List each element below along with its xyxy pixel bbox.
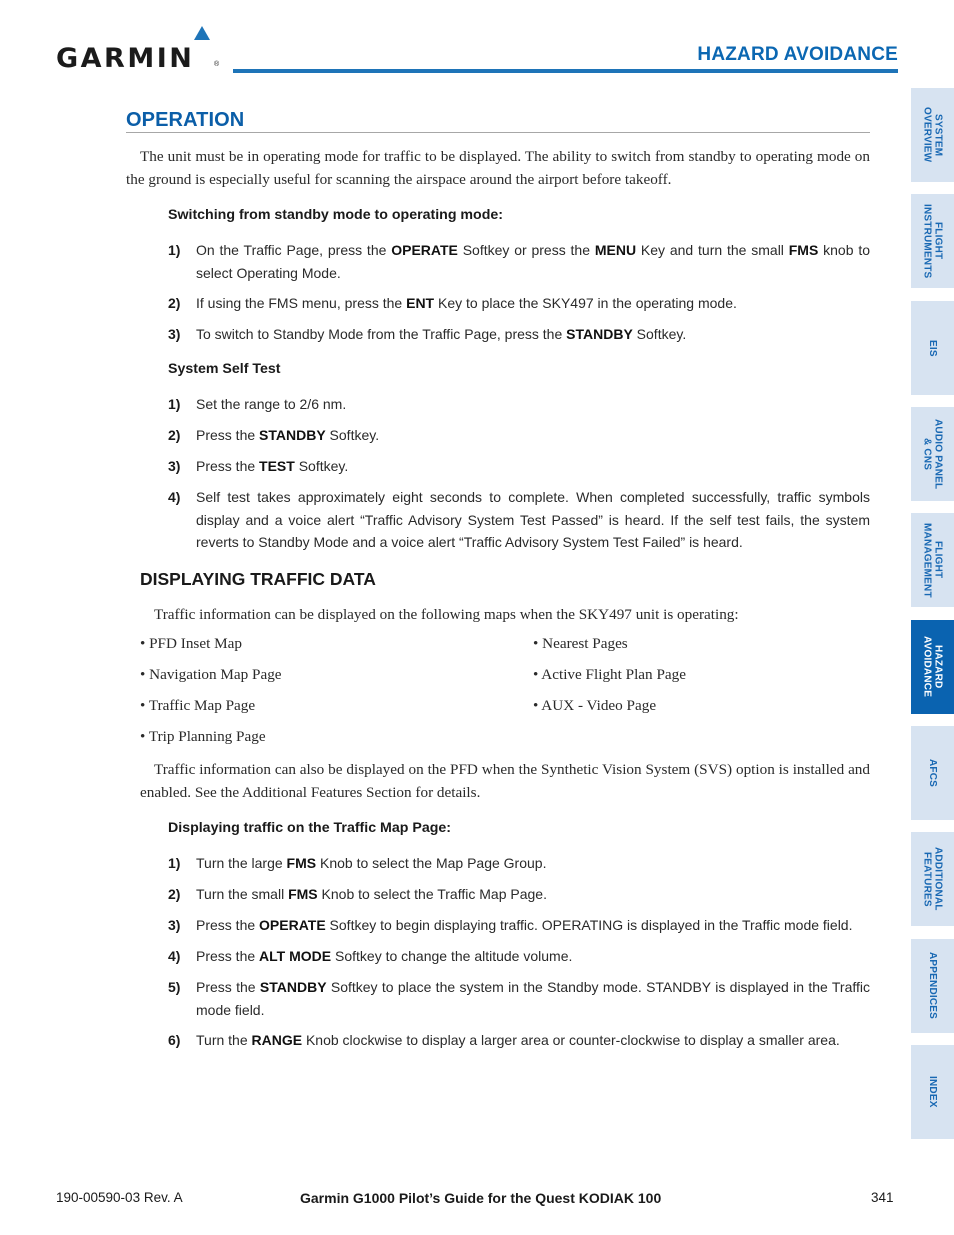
- header-rule: [233, 69, 898, 73]
- key-name: OPERATE: [391, 242, 458, 258]
- key-name: TEST: [259, 458, 295, 474]
- selftest-heading: System Self Test: [168, 361, 281, 377]
- step-text-run: On the Traffic Page, press the: [196, 242, 392, 258]
- heading-rule: [126, 132, 870, 133]
- step-text-run: knob to select Operating Mode.: [196, 242, 870, 281]
- key-name: STANDBY: [259, 979, 327, 995]
- list-item: • Navigation Map Page: [140, 666, 282, 683]
- page-number: 341: [871, 1190, 894, 1205]
- step-item: [168, 883, 870, 906]
- step-number: 6): [168, 1032, 181, 1048]
- step-text: [196, 455, 870, 478]
- step-number: 1): [168, 242, 181, 258]
- step-text-run: Press the: [196, 427, 260, 443]
- step-text-run: Softkey.: [294, 458, 349, 474]
- key-name: MENU: [594, 242, 637, 258]
- tab-label: AFCS: [927, 758, 938, 788]
- tab-label: INDEX: [927, 1076, 938, 1108]
- tab-label: FLIGHT MANAGEMENT: [921, 522, 944, 598]
- step-text-run: Key and turn the small: [636, 242, 789, 258]
- step-item: [168, 393, 870, 416]
- step-text: [196, 486, 870, 554]
- list-item: • Trip Planning Page: [140, 728, 266, 745]
- display-intro: Traffic information can be displayed on the following maps when the SKY497 unit is operating:: [154, 606, 739, 623]
- step-item: [168, 323, 870, 346]
- step-text: [196, 914, 870, 937]
- svs-note: Traffic information can also be displayed on the PFD when the Synthetic Vision System (SVS) option is installed and enabled. See the Additional Features Section for details.: [140, 761, 870, 801]
- step-text-run: Turn the large: [196, 855, 287, 871]
- tab-label: APPENDICES: [927, 952, 938, 1020]
- doc-number: 190-00590-03 Rev. A: [56, 1190, 183, 1205]
- step-number: 3): [168, 917, 181, 933]
- tab-system-overview[interactable]: [911, 88, 954, 182]
- step-text: [196, 424, 870, 447]
- step-text-run: Softkey.: [632, 326, 687, 342]
- tab-label: FLIGHT INSTRUMENTS: [921, 203, 944, 279]
- step-number: 1): [168, 855, 181, 871]
- step-item: [168, 424, 870, 447]
- step-text: [196, 945, 870, 968]
- step-text-run: Press the: [196, 917, 260, 933]
- step-text-run: Press the: [196, 458, 260, 474]
- garmin-logo: [56, 26, 221, 74]
- step-text-run: Press the: [196, 979, 260, 995]
- key-name: OPERATE: [259, 917, 326, 933]
- list-item: • Nearest Pages: [533, 635, 628, 652]
- logo-wordmark: GARMIN: [56, 43, 195, 74]
- step-text-run: Softkey or press the: [457, 242, 595, 258]
- tab-flight-management[interactable]: [911, 513, 954, 607]
- key-name: FMS: [288, 886, 318, 902]
- step-item: [168, 1029, 870, 1052]
- tab-audio-panel-cns[interactable]: [911, 407, 954, 501]
- tab-label: HAZARD AVOIDANCE: [921, 636, 944, 698]
- tab-afcs[interactable]: [911, 726, 954, 820]
- tab-label: EIS: [927, 339, 938, 357]
- step-text-run: Key to place the SKY497 in the operating mode.: [434, 295, 737, 311]
- step-text-run: Turn the small: [196, 886, 289, 902]
- step-text-run: Softkey to change the altitude volume.: [331, 948, 573, 964]
- tab-appendices[interactable]: [911, 939, 954, 1033]
- tab-label: ADDITIONAL FEATURES: [921, 847, 944, 911]
- tab-eis[interactable]: [911, 301, 954, 395]
- tab-label: SYSTEM OVERVIEW: [921, 107, 944, 163]
- section-title: HAZARD AVOIDANCE: [697, 44, 898, 65]
- step-text-run: Knob clockwise to display a larger area or counter-clockwise to display a smaller area.: [302, 1032, 840, 1048]
- step-text-run: To switch to Standby Mode from the Traffic Page, press the: [196, 326, 567, 342]
- step-item: [168, 239, 870, 284]
- step-text: [196, 852, 870, 875]
- step-item: [168, 945, 870, 968]
- map-heading: Displaying traffic on the Traffic Map Page:: [168, 820, 452, 836]
- list-item: • Traffic Map Page: [140, 697, 256, 714]
- step-text-run: Softkey to begin displaying traffic. OPERATING is displayed in the Traffic mode field.: [325, 917, 853, 933]
- key-name: ENT: [406, 295, 435, 311]
- operation-heading: OPERATION: [126, 109, 245, 131]
- tab-hazard-avoidance[interactable]: [911, 620, 954, 714]
- step-number: 2): [168, 295, 181, 311]
- tab-additional-features[interactable]: [911, 832, 954, 926]
- step-item: [168, 976, 870, 1021]
- list-item: • PFD Inset Map: [140, 635, 242, 652]
- step-text: [196, 292, 870, 315]
- step-number: 2): [168, 886, 181, 902]
- key-name: FMS: [788, 242, 819, 258]
- step-text: [196, 883, 870, 906]
- step-number: 5): [168, 979, 181, 995]
- registered-mark: ®: [214, 61, 220, 68]
- step-text: [196, 323, 870, 346]
- step-text-run: Set the range to 2/6 nm.: [196, 396, 347, 412]
- step-item: [168, 455, 870, 478]
- step-text-run: If using the FMS menu, press the: [196, 295, 407, 311]
- step-text-run: Knob to select the Map Page Group.: [316, 855, 547, 871]
- step-number: 4): [168, 489, 181, 505]
- display-heading: DISPLAYING TRAFFIC DATA: [140, 569, 376, 589]
- step-item: [168, 292, 870, 315]
- list-item: • AUX - Video Page: [533, 697, 657, 714]
- step-text: [196, 239, 870, 284]
- step-text-run: Turn the: [196, 1032, 252, 1048]
- guide-title: Garmin G1000 Pilot’s Guide for the Quest KODIAK 100: [300, 1190, 662, 1206]
- step-number: 1): [168, 396, 181, 412]
- operation-intro: The unit must be in operating mode for traffic to be displayed. The ability to switch from standby to operating mode on the ground is especially useful for scanning the airspace around the airport before takeoff.: [126, 148, 870, 188]
- step-number: 4): [168, 948, 181, 964]
- step-text: [196, 393, 870, 416]
- step-text-run: Self test takes approximately eight seconds to complete. When completed successfully, traffic symbols display and a voice alert “Traffic Advisory System Test Passed” is heard. If the self test fails, the system reverts to Standby Mode and a voice alert “Traffic Advisory System Test Failed” is heard.: [196, 489, 870, 550]
- step-text-run: Softkey to place the system in the Standby mode. STANDBY is displayed in the Traffic mode field.: [196, 979, 871, 1018]
- step-number: 3): [168, 458, 181, 474]
- logo-triangle-icon: [194, 26, 210, 40]
- step-text-run: Knob to select the Traffic Map Page.: [317, 886, 547, 902]
- tab-index[interactable]: [911, 1045, 954, 1139]
- key-name: STANDBY: [259, 427, 326, 443]
- step-number: 3): [168, 326, 181, 342]
- step-number: 2): [168, 427, 181, 443]
- step-text: [196, 1029, 870, 1052]
- key-name: STANDBY: [566, 326, 633, 342]
- switch-heading: Switching from standby mode to operating mode:: [168, 207, 503, 223]
- key-name: RANGE: [251, 1032, 303, 1048]
- tab-label: AUDIO PANEL & CNS: [921, 418, 944, 490]
- step-item: [168, 914, 870, 937]
- tab-flight-instruments[interactable]: [911, 194, 954, 288]
- step-item: [168, 486, 870, 554]
- step-text: [196, 976, 870, 1021]
- step-text-run: Press the: [196, 948, 260, 964]
- key-name: FMS: [286, 855, 317, 871]
- list-item: • Active Flight Plan Page: [533, 666, 686, 683]
- step-text-run: Softkey.: [325, 427, 380, 443]
- step-item: [168, 852, 870, 875]
- key-name: ALT MODE: [259, 948, 332, 964]
